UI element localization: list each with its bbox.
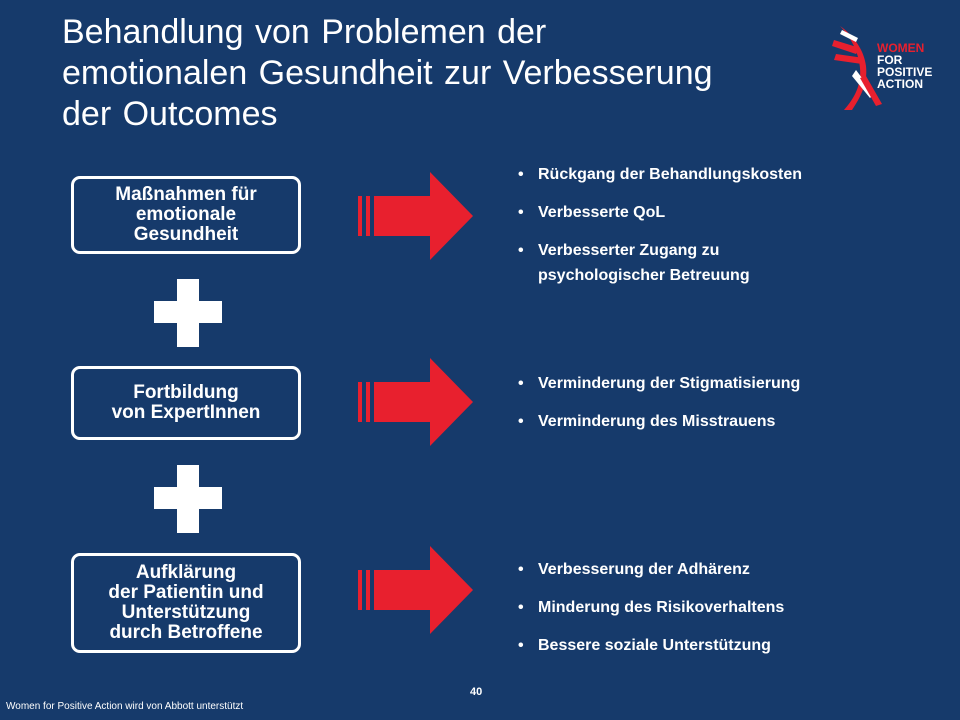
- box-line: Gesundheit: [133, 224, 239, 245]
- box-line: von ExpertInnen: [111, 402, 261, 423]
- logo-line: POSITIVE: [877, 65, 933, 79]
- box-line: durch Betroffene: [109, 622, 263, 643]
- logo-line: FOR: [877, 53, 903, 67]
- slide-title: [62, 12, 822, 135]
- bullet-item: • Bessere soziale Unterstützung: [518, 633, 838, 658]
- bullet-item: • Rückgang der Behandlungskosten: [518, 162, 838, 187]
- bullet-list: [518, 162, 838, 301]
- box-patient-education: [71, 553, 301, 653]
- box-line: Fortbildung: [133, 382, 239, 403]
- bullet-item: • Minderung des Risikoverhaltens: [518, 595, 838, 620]
- arrow-right-icon: [358, 358, 473, 446]
- page-number: 40: [470, 686, 483, 698]
- bullet-item: • Verbesserter Zugang zu psychologischer Betreuung: [518, 238, 838, 288]
- plus-icon: [154, 465, 222, 533]
- box-emotional-health: [71, 176, 301, 254]
- box-line: der Patientin und: [108, 582, 264, 603]
- title-line: Behandlung von Problemen der: [62, 13, 547, 51]
- bullet-item: • Verminderung des Misstrauens: [518, 409, 838, 434]
- title-line: emotionalen Gesundheit zur Verbesserung: [62, 54, 713, 92]
- logo-line: ACTION: [877, 77, 923, 91]
- bullet-list: [518, 371, 838, 447]
- arrow-right-icon: [358, 172, 473, 260]
- box-line: Maßnahmen für: [115, 184, 257, 205]
- bullet-list: [518, 557, 838, 671]
- box-line: Aufklärung: [135, 562, 237, 583]
- plus-icon: [154, 279, 222, 347]
- arrow-right-icon: [358, 546, 473, 634]
- box-expert-training: [71, 366, 301, 440]
- logo-line: WOMEN: [877, 41, 925, 55]
- logo-wordmark: [877, 42, 932, 90]
- box-line: emotionale: [135, 204, 237, 225]
- bullet-item: • Verbesserte QoL: [518, 200, 838, 225]
- footer-note: Women for Positive Action wird von Abbott unterstützt: [6, 701, 244, 712]
- bullet-item: • Verminderung der Stigmatisierung: [518, 371, 838, 396]
- bullet-item: • Verbesserung der Adhärenz: [518, 557, 838, 582]
- title-line: der Outcomes: [62, 95, 278, 133]
- box-line: Unterstützung: [121, 602, 251, 623]
